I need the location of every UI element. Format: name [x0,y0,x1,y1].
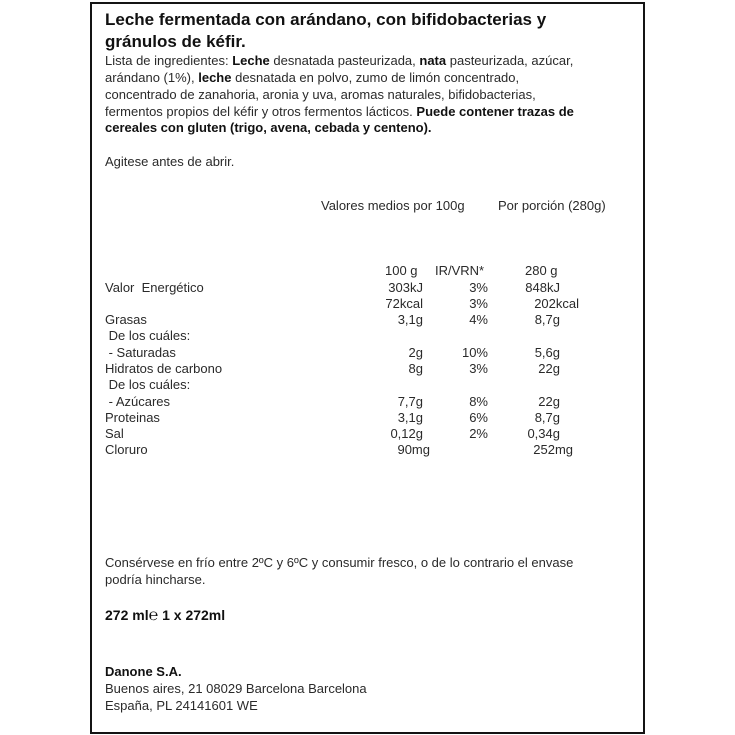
allergen-text: leche [198,70,232,85]
value-ir-vrn: 3% [469,280,488,295]
column-header-100g: 100 g [385,263,418,278]
value-per-portion: 5,6g [534,345,560,360]
nutrition-header-100g: Valores medios por 100g [321,198,465,213]
value-per-100g: 2g [408,345,423,360]
value-per-portion: 0,34g [527,426,560,441]
nutrient-label: De los cuáles: [105,328,191,343]
value-ir-vrn: 2% [469,426,488,441]
value-per-100g: 3,1g [397,410,423,425]
value-per-100g: 72kcal [385,296,423,311]
value-per-100g: 303kJ [388,280,423,295]
column-header-280g: 280 g [525,263,558,278]
company-address-line-1: Buenos aires, 21 08029 Barcelona Barcelona [105,681,367,696]
value-per-portion: 22g [538,361,560,376]
allergen-warning-text: Puede contener trazas de [416,104,574,119]
storage-line-2: podría hincharse. [105,572,206,587]
company-name: Danone S.A. [105,664,182,679]
value-ir-vrn: 3% [469,361,488,376]
value-per-portion: 848kJ [525,280,560,295]
company-address-line-2: España, PL 24141601 WE [105,698,258,713]
product-title-line-2: gránulos de kéfir. [105,32,246,51]
value-per-portion: 202kcal [534,296,579,311]
value-per-portion: 252mg [533,442,573,457]
shake-instruction: Agitese antes de abrir. [105,154,235,169]
column-header-ir-vrn: IR/VRN* [435,263,485,278]
value-per-100g: 90mg [397,442,430,457]
ingredients-text: arándano (1%), [105,70,199,85]
ingredients-line: concentrado de zanahoria, aronia y uva, aromas naturales, bifidobacterias, [105,87,536,102]
net-volume: 272 ml [105,607,149,623]
ingredients-text: Lista de ingredientes: [105,53,233,68]
value-ir-vrn: 8% [469,394,488,409]
nutrient-label: Valor Energético [105,280,204,295]
storage-line-1: Consérvese en frío entre 2ºC y 6ºC y consumir fresco, o de lo contrario el envase [105,555,574,570]
value-per-100g: 7,7g [397,394,423,409]
value-per-portion: 8,7g [534,312,560,327]
value-ir-vrn: 4% [469,312,488,327]
product-title-line-1: Leche fermentada con arándano, con bifidobacterias y [105,10,547,29]
allergen-warning-line: cereales con gluten (trigo, avena, cebada y centeno). [105,120,432,135]
ingredients-text: desnatada pasteurizada, [269,53,420,68]
allergen-text: nata [419,53,447,68]
ingredients-text: pasteurizada, azúcar, [446,53,574,68]
value-per-100g: 3,1g [397,312,423,327]
value-per-100g: 0,12g [390,426,423,441]
nutrient-label: De los cuáles: [105,377,191,392]
nutrient-label: - Azúcares [105,394,171,409]
estimated-sign-icon: ℮ [148,607,159,624]
ingredients-line [105,53,573,68]
value-ir-vrn: 3% [469,296,488,311]
nutrient-label: Cloruro [105,442,148,457]
value-per-portion: 22g [538,394,560,409]
nutrient-label: Grasas [105,312,147,327]
value-per-100g: 8g [408,361,423,376]
ingredients-text: desnatada en polvo, zumo de limón concentrado, [231,70,520,85]
ingredients-text: fermentos propios del kéfir y otros fermentos lácticos. [105,104,417,119]
allergen-text: Leche [232,53,270,68]
nutrient-label: - Saturadas [105,345,176,360]
value-per-portion: 8,7g [534,410,560,425]
nutrition-header-portion: Por porción (280g) [498,198,606,213]
nutrient-label: Hidratos de carbono [105,361,223,376]
pack-size: 1 x 272ml [158,607,226,623]
nutrient-label: Proteinas [105,410,160,425]
value-ir-vrn: 6% [469,410,488,425]
nutrient-label: Sal [105,426,124,441]
ingredients-line [105,70,519,85]
net-quantity [105,608,225,623]
ingredients-line [105,104,574,119]
label-frame [90,2,645,734]
value-ir-vrn: 10% [461,345,488,360]
